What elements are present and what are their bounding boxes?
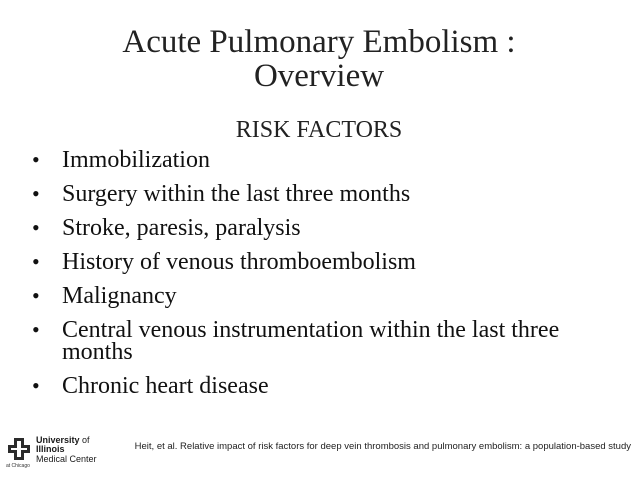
logo-line-2: Illinois (36, 444, 65, 454)
bullet-item (30, 375, 590, 397)
bullet-glyph: • (32, 317, 40, 342)
bullet-text: Immobilization (62, 147, 210, 173)
slide-subtitle: RISK FACTORS (235, 117, 403, 143)
bullet-item (30, 319, 590, 363)
bullet-text: Surgery within the last three months (62, 181, 411, 207)
uic-logo-icon (6, 436, 32, 462)
bullet-text: Central venous instrumentation within the last three months (62, 317, 560, 365)
slide-title (0, 25, 638, 93)
bullet-item (30, 285, 590, 307)
bullet-glyph: • (32, 181, 40, 206)
bullet-list (30, 149, 590, 409)
bullet-item (30, 149, 590, 171)
logo-line-3: Medical Center (36, 454, 97, 464)
bullet-glyph: • (32, 147, 40, 172)
bullet-glyph: • (32, 215, 40, 240)
logo-line-4: at Chicago (6, 463, 30, 469)
bullet-glyph: • (32, 249, 40, 274)
bullet-glyph: • (32, 373, 40, 398)
bullet-item (30, 217, 590, 239)
slide-title-line-2: Overview (253, 58, 385, 94)
bullet-text: History of venous thromboembolism (62, 249, 416, 275)
logo-wordmark (36, 436, 97, 464)
bullet-text: Stroke, paresis, paralysis (62, 215, 301, 241)
slide-title-line-1: Acute Pulmonary Embolism : (122, 24, 516, 60)
bullet-glyph: • (32, 283, 40, 308)
logo-line-1: University of (36, 435, 90, 445)
citation-text: Heit, et al. Relative impact of risk factors for deep vein thrombosis and pulmonary embolism: a population-based study (134, 441, 631, 452)
bullet-text: Chronic heart disease (62, 373, 269, 399)
university-logo (6, 436, 106, 472)
bullet-item (30, 251, 590, 273)
bullet-text: Malignancy (62, 283, 177, 309)
bullet-item (30, 183, 590, 205)
